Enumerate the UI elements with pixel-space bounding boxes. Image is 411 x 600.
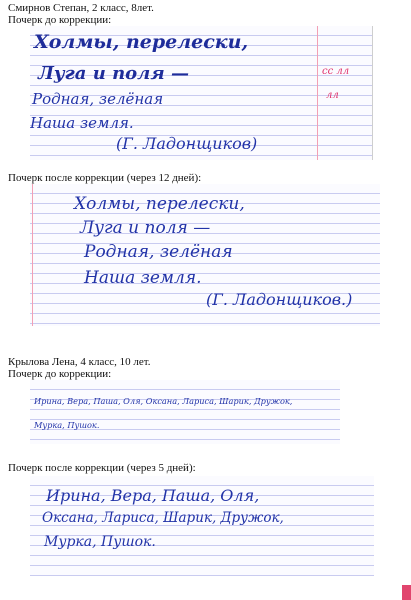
student2-after-sample <box>30 476 374 576</box>
scan-edge-mark <box>402 585 411 600</box>
handwriting-line: Наша земля. <box>30 114 134 132</box>
student1-before-caption: Почерк до коррекции: <box>8 14 112 26</box>
student1-after-caption: Почерк после коррекции (через 12 дней): <box>8 172 202 184</box>
student2-before-sample <box>30 380 340 444</box>
handwriting-line: Наша земля. <box>84 268 202 288</box>
margin-line <box>317 26 318 160</box>
student1-name: Смирнов Степан, 2 класс, 8лет. <box>8 2 154 14</box>
handwriting-line: Мурка, Пушок. <box>34 420 100 430</box>
student2-before-caption: Почерк до коррекции: <box>8 368 112 380</box>
handwriting-line: Ирина, Вера, Паша, Оля, Оксана, Лариса, Шарик, Дружок, <box>34 396 293 406</box>
handwriting-line: Родная, зелёная <box>84 242 233 262</box>
handwriting-line: (Г. Ладонщиков.) <box>206 290 353 309</box>
student1-after-sample <box>30 184 380 326</box>
handwriting-line: Ирина, Вера, Паша, Оля, <box>46 486 260 505</box>
margin-line <box>32 184 33 326</box>
handwriting-line: (Г. Ладонщиков) <box>116 134 258 153</box>
handwriting-line: Оксана, Лариса, Шарик, Дружок, <box>42 510 284 526</box>
correction-mark: сс лл <box>322 66 350 77</box>
handwriting-line: Луга и поля — <box>80 218 211 238</box>
handwriting-line: Мурка, Пушок. <box>44 534 156 550</box>
handwriting-line: Холмы, перелески, <box>34 31 249 53</box>
student1-before-sample <box>30 26 373 160</box>
handwriting-line: Родная, зелёная <box>32 90 164 108</box>
student2-name: Крылова Лена, 4 класс, 10 лет. <box>8 356 151 368</box>
handwriting-line: Холмы, перелески, <box>74 194 245 214</box>
handwriting-line: Луга и поля — <box>38 63 189 84</box>
student2-after-caption: Почерк после коррекции (через 5 дней): <box>8 462 196 474</box>
correction-mark: лл <box>326 90 339 101</box>
